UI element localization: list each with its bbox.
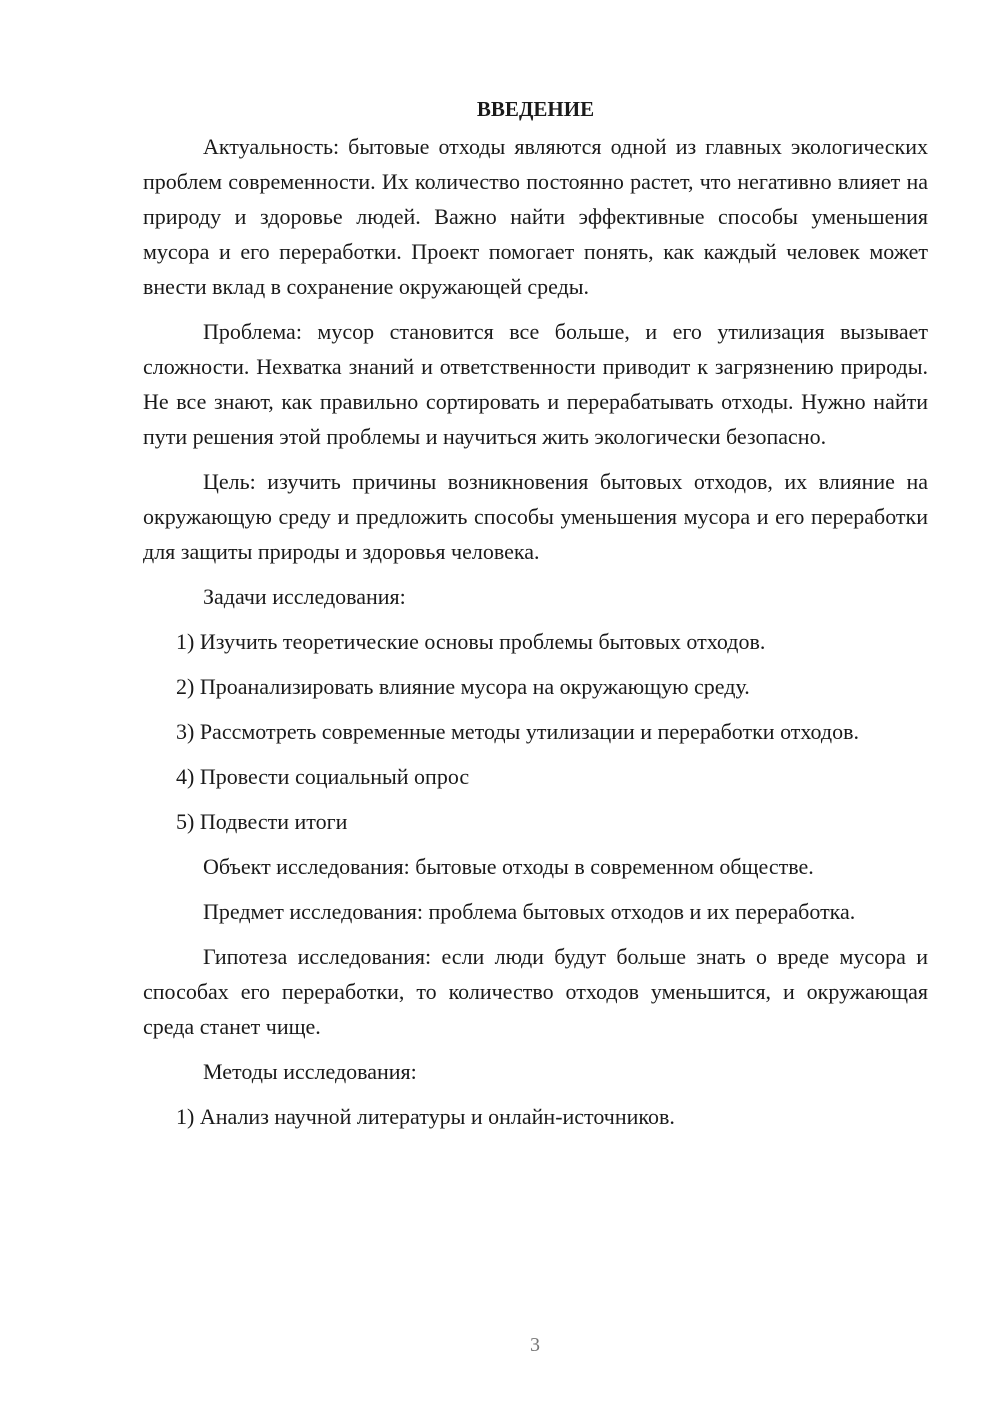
task-item-4: 4) Провести социальный опрос — [176, 764, 470, 789]
paragraph-hypothesis: Гипотеза исследования: если люди будут больше знать о вреде мусора и способах его переработки, то количество отходов уменьшится, и окружающая среда станет чище. — [143, 944, 928, 1039]
task-item-3: 3) Рассмотреть современные методы утилизации и переработки отходов. — [176, 719, 859, 744]
paragraph-relevance: Актуальность: бытовые отходы являются одной из главных экологических проблем современности. Их количество постоянно растет, что негативно влияет на природу и здоровье людей. Важно найти эффективные способы уменьшения мусора и его переработки. Проект помогает понять, как каждый человек может внести вклад в сохранение окружающей среды. — [143, 134, 928, 299]
paragraph-methods-heading: Методы исследования: — [203, 1059, 417, 1084]
task-item-2: 2) Проанализировать влияние мусора на окружающую среду. — [176, 674, 750, 699]
task-item-1: 1) Изучить теоретические основы проблемы бытовых отходов. — [176, 629, 766, 654]
task-item-5: 5) Подвести итоги — [176, 809, 348, 834]
paragraph-tasks-heading: Задачи исследования: — [203, 584, 406, 609]
paragraph-subject: Предмет исследования: проблема бытовых отходов и их переработка. — [203, 899, 856, 924]
paragraph-goal: Цель: изучить причины возникновения бытовых отходов, их влияние на окружающую среду и предложить способы уменьшения мусора и его переработки для защиты природы и здоровья человека. — [143, 469, 928, 564]
paragraph-problem: Проблема: мусор становится все больше, и его утилизация вызывает сложности. Нехватка знаний и ответственности приводит к загрязнению природы. Не все знают, как правильно сортировать и перерабатывать отходы. Нужно найти пути решения этой проблемы и научиться жить экологически безопасно. — [143, 319, 928, 449]
method-item-1: 1) Анализ научной литературы и онлайн-источников. — [176, 1104, 675, 1129]
section-title: ВВЕДЕНИЕ — [476, 97, 595, 121]
document-body — [143, 92, 928, 1144]
page-number: 3 — [530, 1334, 540, 1356]
paragraph-object: Объект исследования: бытовые отходы в современном обществе. — [203, 854, 814, 879]
